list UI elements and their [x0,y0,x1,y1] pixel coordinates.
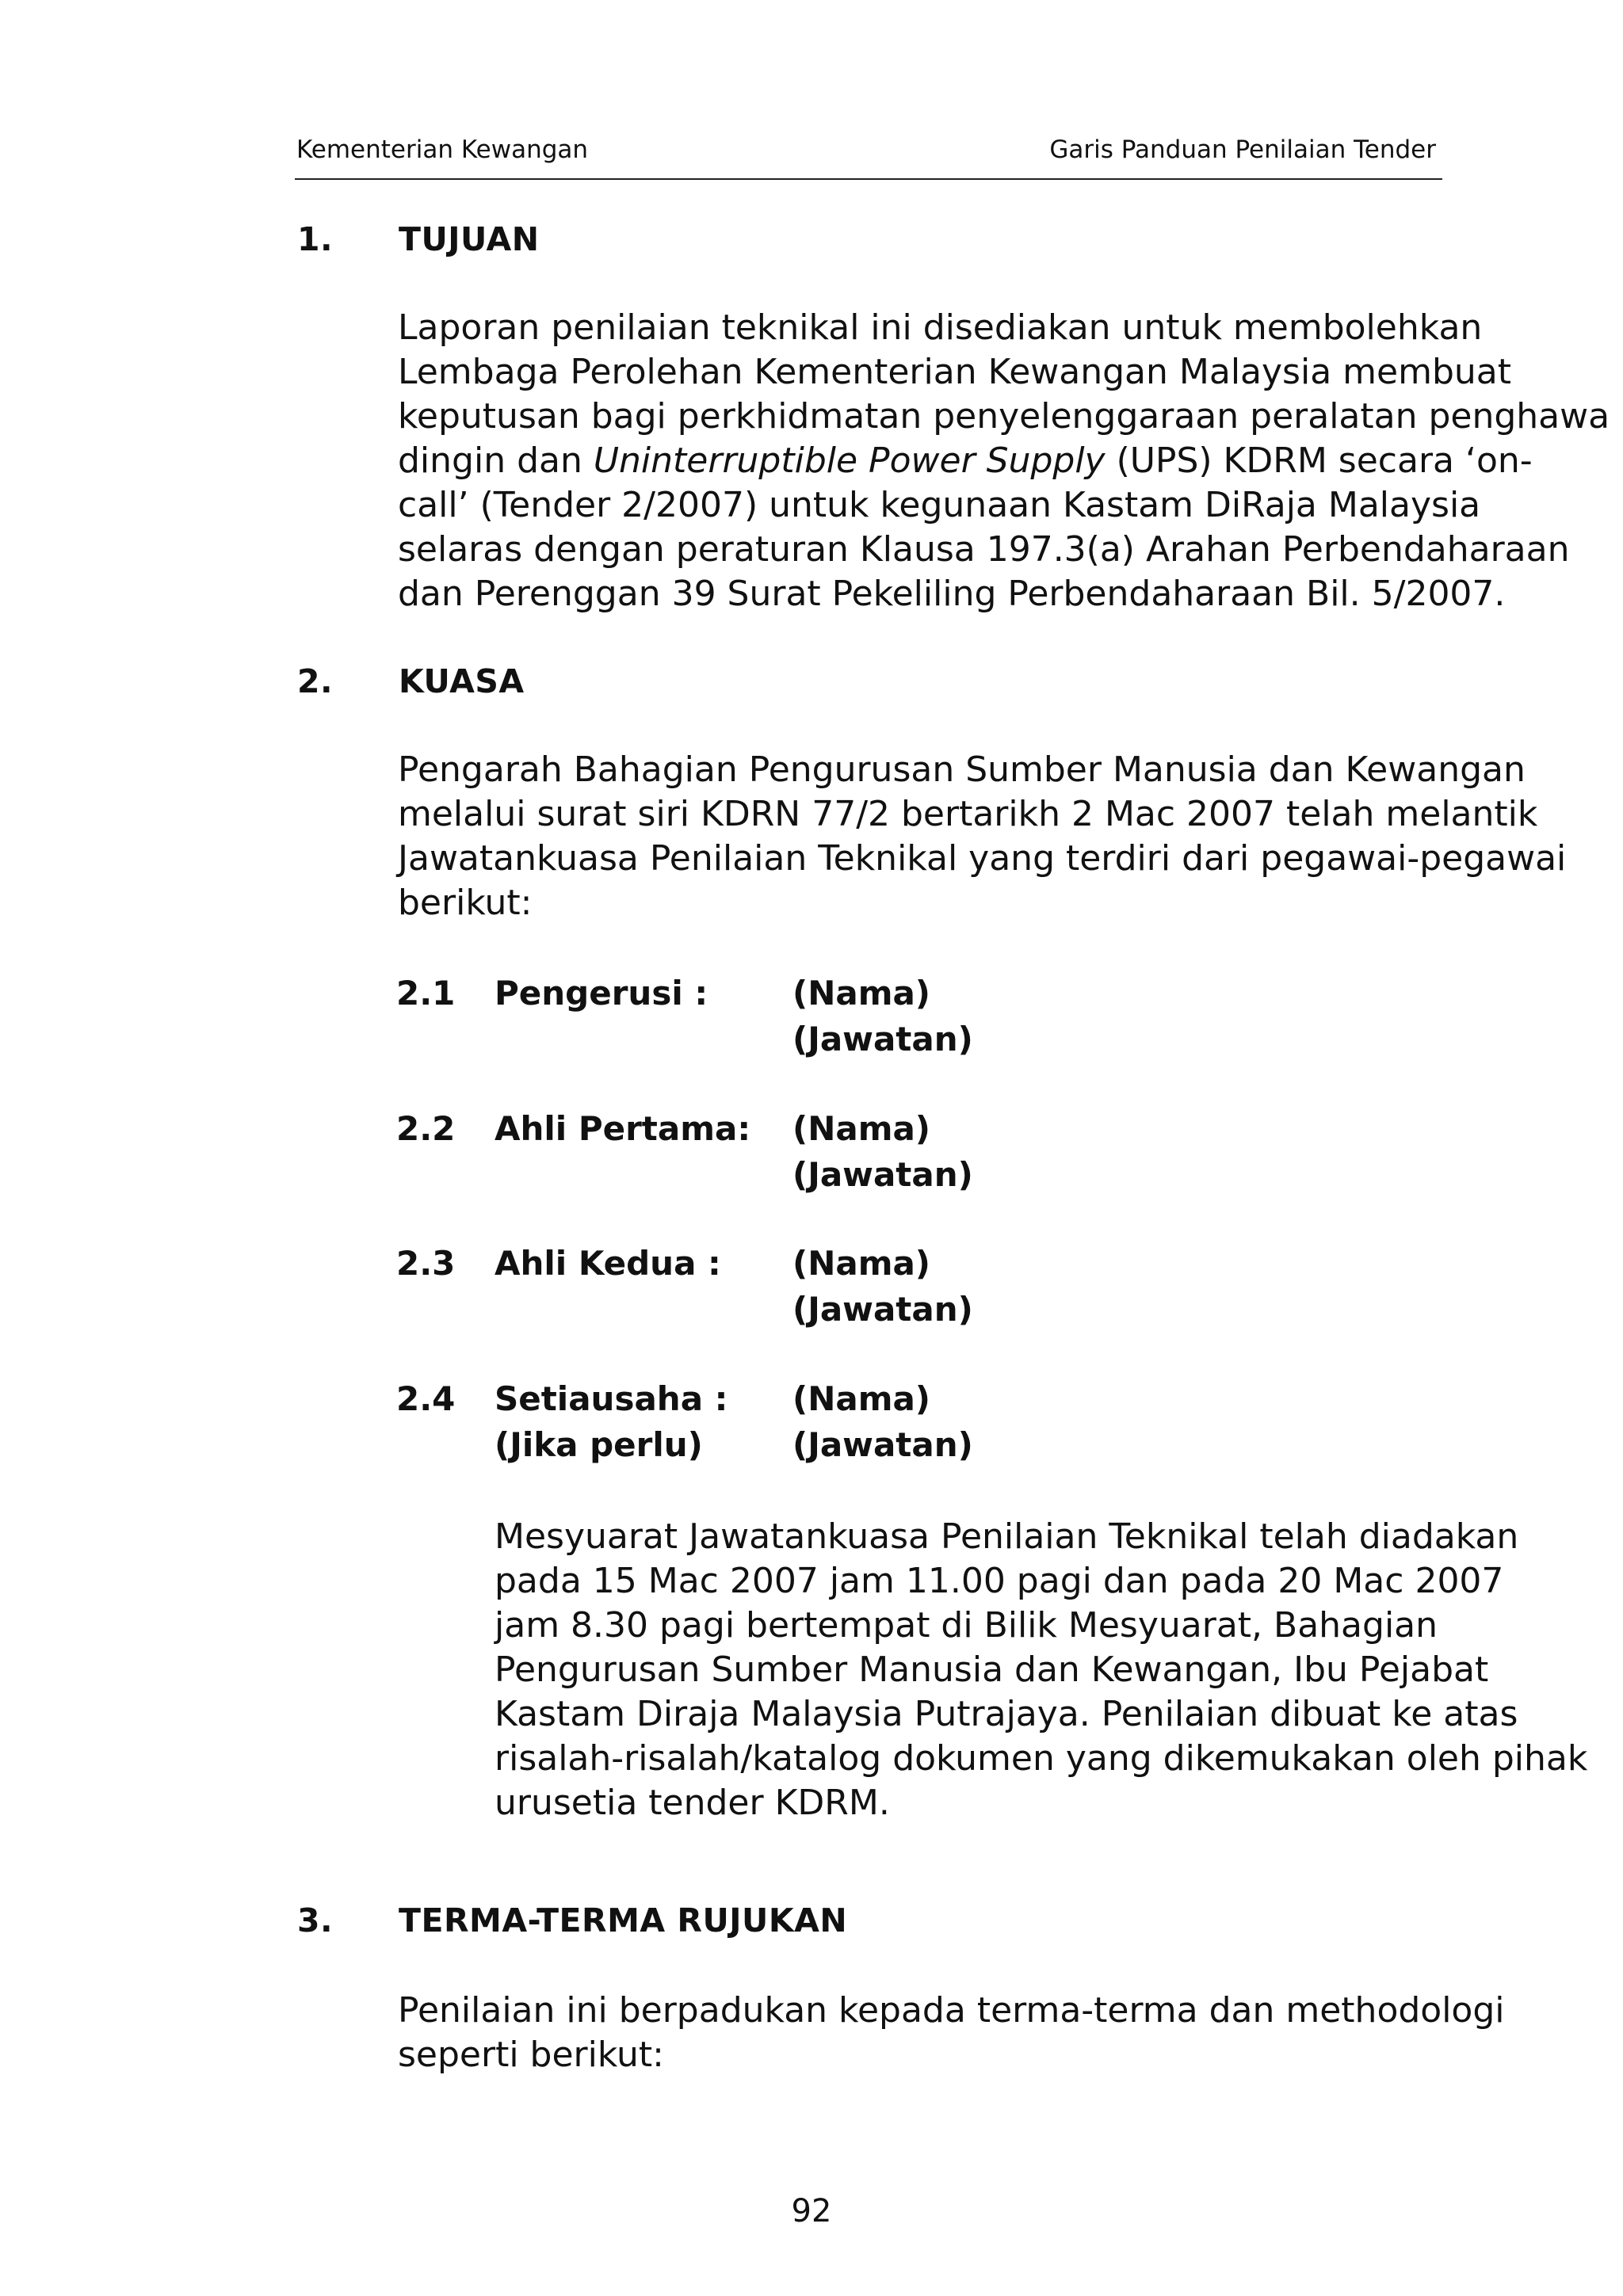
section-3-heading [297,1901,1407,1949]
member-post: (Jawatan) [792,1425,973,1464]
committee-member-secretary [396,1376,1109,1471]
paragraph-line: Mesyuarat Jawatankuasa Penilaian Teknikal telah diadakan [495,1516,1519,1557]
member-name: (Nama) [792,1109,930,1148]
member-post: (Jawatan) [792,1020,973,1058]
paragraph-line: urusetia tender KDRM. [495,1783,890,1823]
line-text: (UPS) KDRM secara ‘on- [1105,441,1533,481]
paragraph-line: pada 15 Mac 2007 jam 11.00 pagi dan pada 20 Mac 2007 [495,1561,1504,1601]
member-role: Ahli Kedua : [495,1244,721,1283]
paragraph-line: dan Perenggan 39 Surat Pekeliling Perbendaharaan Bil. 5/2007. [398,574,1506,614]
member-role-note: (Jika perlu) [495,1425,703,1464]
paragraph-line: seperti berikut: [398,2035,664,2075]
paragraph-line: Pengurusan Sumber Manusia dan Kewangan, Ibu Pejabat [495,1650,1489,1690]
section-title: TERMA-TERMA RUJUKAN [399,1901,848,1939]
page-header [295,131,1442,180]
paragraph-line: Lembaga Perolehan Kementerian Kewangan Malaysia membuat [398,352,1511,392]
header-right: Garis Panduan Penilaian Tender [1049,135,1436,164]
committee-member-second [396,1241,1109,1336]
paragraph-line: Penilaian ini berpadukan kepada terma-terma dan methodologi [398,1990,1505,2031]
section-title: KUASA [399,662,525,700]
member-number: 2.3 [396,1244,456,1283]
section-2-heading [297,662,1407,710]
committee-member-chair [396,971,1109,1066]
paragraph-line: Jawatankuasa Penilaian Teknikal yang terdiri dari pegawai-pegawai [398,838,1567,879]
member-number: 2.1 [396,974,456,1013]
paragraph-line: risalah-risalah/katalog dokumen yang dikemukakan oleh pihak [495,1738,1588,1779]
meeting-paragraph [495,1515,1588,1825]
paragraph-line: berikut: [398,883,533,923]
member-post: (Jawatan) [792,1155,973,1194]
member-name: (Nama) [792,1244,930,1283]
section-2-paragraph [398,748,1567,925]
line-text: dingin dan [398,441,594,481]
page-number: 92 [791,2193,832,2229]
paragraph-line: Pengarah Bahagian Pengurusan Sumber Manusia dan Kewangan [398,749,1526,790]
member-post: (Jawatan) [792,1290,973,1329]
member-name: (Nama) [792,974,930,1013]
paragraph-line: jam 8.30 pagi bertempat di Bilik Mesyuarat, Bahagian [495,1605,1438,1646]
paragraph-line: selaras dengan peraturan Klausa 197.3(a) Arahan Perbendaharaan [398,529,1570,570]
member-role: Pengerusi : [495,974,708,1013]
member-name: (Nama) [792,1379,930,1418]
member-role: Ahli Pertama: [495,1109,751,1148]
paragraph-line: Laporan penilaian teknikal ini disediakan untuk membolehkan [398,307,1483,348]
section-number: 1. [297,220,334,258]
member-number: 2.4 [396,1379,456,1418]
section-number: 2. [297,662,334,700]
member-role: Setiausaha : [495,1379,728,1418]
paragraph-line: keputusan bagi perkhidmatan penyelenggaraan peralatan penghawa [398,396,1610,437]
paragraph-line: melalui surat siri KDRN 77/2 bertarikh 2 Mac 2007 telah melantik [398,794,1538,834]
section-title: TUJUAN [399,220,540,258]
committee-member-first [396,1106,1109,1201]
section-3-paragraph [398,1989,1505,2077]
section-1-paragraph [398,306,1610,616]
paragraph-line-with-italic [398,439,1533,483]
italic-term: Uninterruptible Power Supply [593,441,1106,481]
paragraph-line: Kastam Diraja Malaysia Putrajaya. Penilaian dibuat ke atas [495,1694,1518,1734]
header-left: Kementerian Kewangan [296,135,589,164]
section-number: 3. [297,1901,334,1939]
member-number: 2.2 [396,1109,456,1148]
paragraph-line: call’ (Tender 2/2007) untuk kegunaan Kastam DiRaja Malaysia [398,485,1481,525]
section-1-heading [297,220,1407,268]
